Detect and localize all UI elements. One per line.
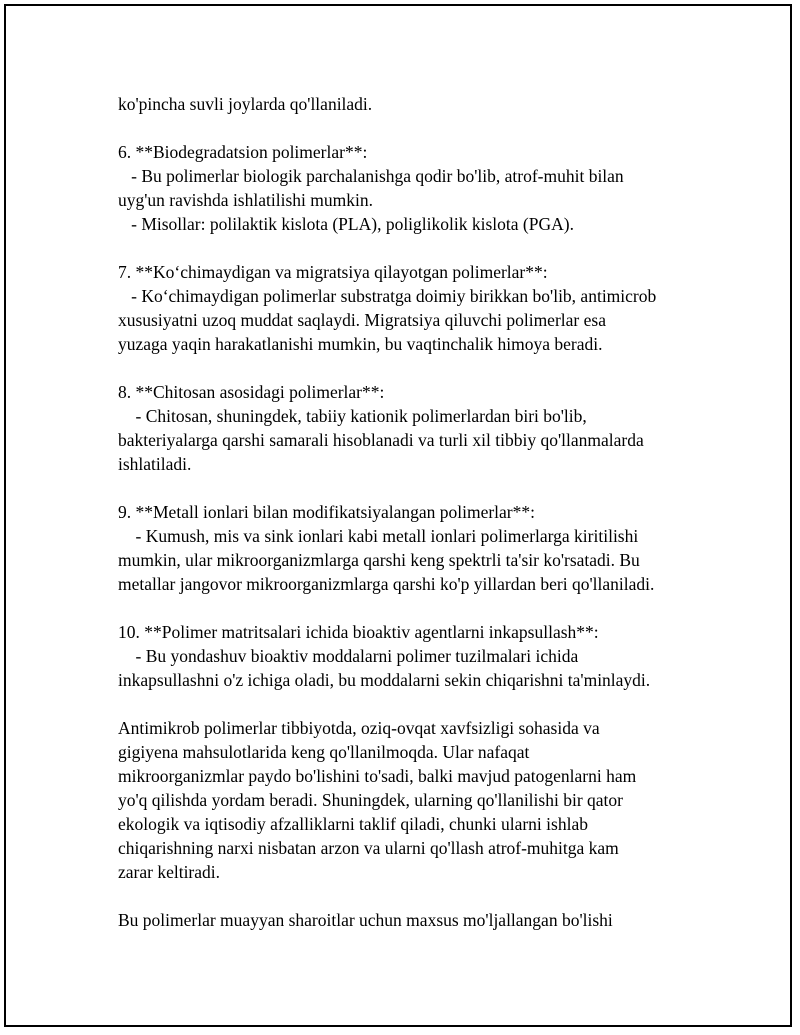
paragraph-line: mikroorganizmlar paydo bo'lishini to'sadi, balki mavjud patogenlarni ham (118, 766, 637, 786)
paragraph-line: Antimikrob polimerlar tibbiyotda, oziq-ovqat xavfsizligi sohasida va (118, 718, 600, 738)
section-line: ishlatiladi. (118, 454, 192, 474)
summary-paragraph (118, 716, 718, 884)
section-line: uyg'un ravishda ishlatilishi mumkin. (118, 190, 373, 210)
section-heading: 10. **Polimer matritsalari ichida bioaktiv agentlarni inkapsullash**: (118, 622, 599, 642)
section-line: metallar jangovor mikroorganizmlarga qarshi ko'p yillardan beri qo'llaniladi. (118, 574, 655, 594)
section-line: inkapsullashni o'z ichiga oladi, bu moddalarni sekin chiqarishni ta'minlaydi. (118, 670, 651, 690)
section-6 (118, 140, 718, 236)
document-body (118, 92, 718, 932)
section-heading: 8. **Chitosan asosidagi polimerlar**: (118, 382, 385, 402)
section-line: mumkin, ular mikroorganizmlarga qarshi keng spektrli ta'sir ko'rsatadi. Bu (118, 550, 640, 570)
section-line: - Misollar: polilaktik kislota (PLA), poliglikolik kislota (PGA). (118, 214, 574, 234)
section-heading: 6. **Biodegradatsion polimerlar**: (118, 142, 368, 162)
section-line: - Bu polimerlar biologik parchalanishga qodir bo'lib, atrof-muhit bilan (118, 166, 624, 186)
section-8 (118, 380, 718, 476)
section-line: bakteriyalarga qarshi samarali hisoblanadi va turli xil tibbiy qo'llanmalarda (118, 430, 644, 450)
paragraph-line: yo'q qilishda yordam beradi. Shuningdek, ularning qo'llanilishi bir qator (118, 790, 623, 810)
section-line: yuzaga yaqin harakatlanishi mumkin, bu vaqtinchalik himoya beradi. (118, 334, 603, 354)
section-10 (118, 620, 718, 692)
paragraph-line: gigiyena mahsulotlarida keng qo'llanilmoqda. Ular nafaqat (118, 742, 530, 762)
paragraph-line: ekologik va iqtisodiy afzalliklarni taklif qiladi, chunki ularni ishlab (118, 814, 588, 834)
section-9 (118, 500, 718, 596)
section-line: - Bu yondashuv bioaktiv moddalarni polimer tuzilmalari ichida (118, 646, 579, 666)
paragraph-line: chiqarishning narxi nisbatan arzon va ularni qo'llash atrof-muhitga kam (118, 838, 619, 858)
closing-line: Bu polimerlar muayyan sharoitlar uchun maxsus mo'ljallangan bo'lishi (118, 910, 613, 930)
section-line: - Ko‘chimaydigan polimerlar substratga doimiy birikkan bo'lib, antimicrob (118, 286, 657, 306)
section-heading: 7. **Ko‘chimaydigan va migratsiya qilayotgan polimerlar**: (118, 262, 548, 282)
section-line: - Chitosan, shuningdek, tabiiy kationik polimerlardan biri bo'lib, (118, 406, 587, 426)
section-line: - Kumush, mis va sink ionlari kabi metall ionlari polimerlarga kiritilishi (118, 526, 639, 546)
section-heading: 9. **Metall ionlari bilan modifikatsiyalangan polimerlar**: (118, 502, 535, 522)
intro-line: ko'pincha suvli joylarda qo'llaniladi. (118, 94, 373, 114)
paragraph-line: zarar keltiradi. (118, 862, 221, 882)
section-7 (118, 260, 718, 356)
section-line: xususiyatni uzoq muddat saqlaydi. Migratsiya qiluvchi polimerlar esa (118, 310, 606, 330)
